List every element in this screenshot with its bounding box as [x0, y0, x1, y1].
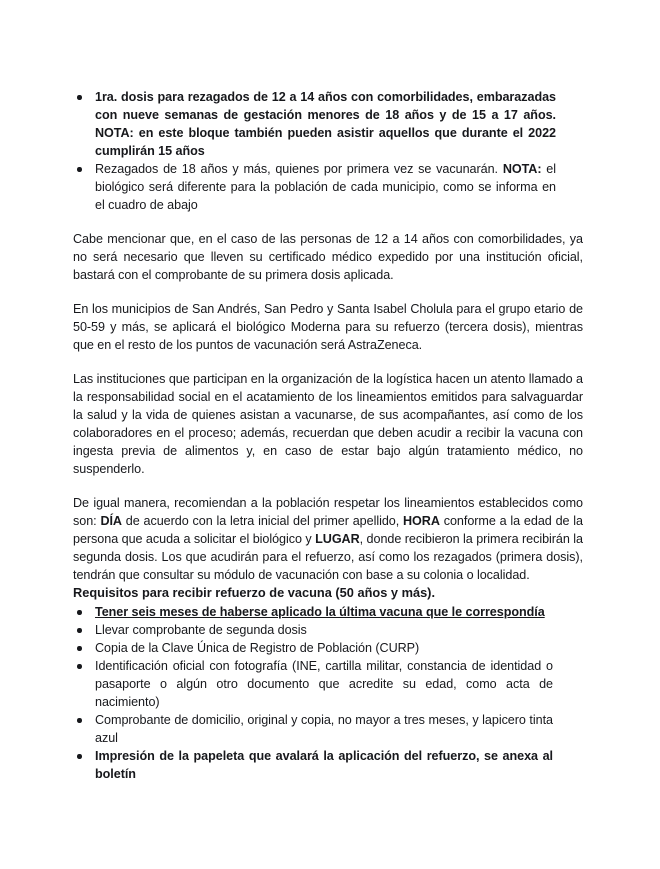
- list-item: [73, 747, 553, 783]
- paragraph: [73, 230, 583, 284]
- list-item: [73, 88, 556, 160]
- spacer-after-top-bullets: [73, 214, 583, 230]
- text-run: HORA: [403, 514, 440, 528]
- text-run: NOTA:: [502, 162, 542, 176]
- text-run: el biológico será diferente para la población de cada municipio, como se informa en el cuadro de abajo: [95, 162, 557, 212]
- list-item: [73, 639, 553, 657]
- top-bullet-list: [73, 88, 556, 214]
- text-run: Impresión de la papeleta que avalará la aplicación del refuerzo, se anexa al boletín: [95, 749, 553, 781]
- text-run: de acuerdo con la letra inicial del primer apellido,: [121, 514, 404, 528]
- list-item: [73, 160, 556, 214]
- document-body: [73, 88, 583, 783]
- text-run: conforme a la edad de la persona que acuda a solicitar el biológico y: [73, 514, 584, 546]
- text-run: , donde recibieron la primera recibirán la segunda dosis. Los que acudirán para el refuerzo, así como los rezagados (primera dosis), tendrán que consultar su módulo de vacunación con base a su colonia o localidad.: [73, 532, 583, 582]
- text-run: LUGAR: [315, 532, 360, 546]
- paragraph-group: [73, 230, 583, 584]
- paragraph: [73, 494, 583, 584]
- list-item: [73, 621, 553, 639]
- text-run: Cabe mencionar que, en el caso de las personas de 12 a 14 años con comorbilidades, ya no será necesario que lleven su certificado médico expedido por una institución oficial, bastará con el comprobante de su primera dosis aplicada.: [73, 232, 583, 282]
- text-run: Tener seis meses de haberse aplicado la última vacuna que le correspondía: [95, 605, 545, 619]
- requisitos-heading: Requisitos para recibir refuerzo de vacuna (50 años y más).: [73, 585, 435, 600]
- paragraph: [73, 370, 583, 478]
- text-run: Copia de la Clave Única de Registro de Población (CURP): [95, 641, 420, 655]
- text-run: Identificación oficial con fotografía (INE, cartilla militar, constancia de identidad o pasaporte o algún otro documento que acredite su edad, como acta de nacimiento): [95, 659, 553, 709]
- text-run: Comprobante de domicilio, original y copia, no mayor a tres meses, y lapicero tinta azul: [95, 713, 553, 745]
- list-item: [73, 603, 553, 621]
- list-item: [73, 711, 553, 747]
- text-run: De igual manera, recomiendan a la población respetar los lineamientos establecidos como son:: [73, 496, 583, 528]
- text-run: Llevar comprobante de segunda dosis: [95, 623, 307, 637]
- text-run: Rezagados de 18 años y más, quienes por primera vez se vacunarán.: [95, 162, 503, 176]
- list-item: [73, 657, 553, 711]
- text-run: 1ra. dosis para rezagados de 12 a 14 años con comorbilidades, embarazadas con nueve semanas de gestación menores de 18 años y de 15 a 17 años. NOTA: en este bloque también pueden asistir aquellos que durante el 2022 cumplirán 15 años: [95, 90, 556, 158]
- requisitos-bullet-list: [73, 603, 553, 783]
- paragraph: [73, 300, 583, 354]
- text-run: DÍA: [100, 514, 122, 528]
- text-run: Las instituciones que participan en la organización de la logística hacen un atento llamado a la responsabilidad social en el acatamiento de los lineamientos emitidos para salvaguardar la salud y la vida de quienes asistan a vacunarse, de sus acompañantes, así como de los colaboradores en el proceso; además, recuerdan que deben acudir a recibir la vacuna con ingesta previa de alimentos y, en caso de estar bajo algún tratamiento médico, no suspenderlo.: [73, 372, 583, 476]
- text-run: En los municipios de San Andrés, San Pedro y Santa Isabel Cholula para el grupo etario de 50-59 y más, se aplicará el biológico Moderna para su refuerzo (tercera dosis), mientras que en el resto de los puntos de vacunación será AstraZeneca.: [73, 302, 583, 352]
